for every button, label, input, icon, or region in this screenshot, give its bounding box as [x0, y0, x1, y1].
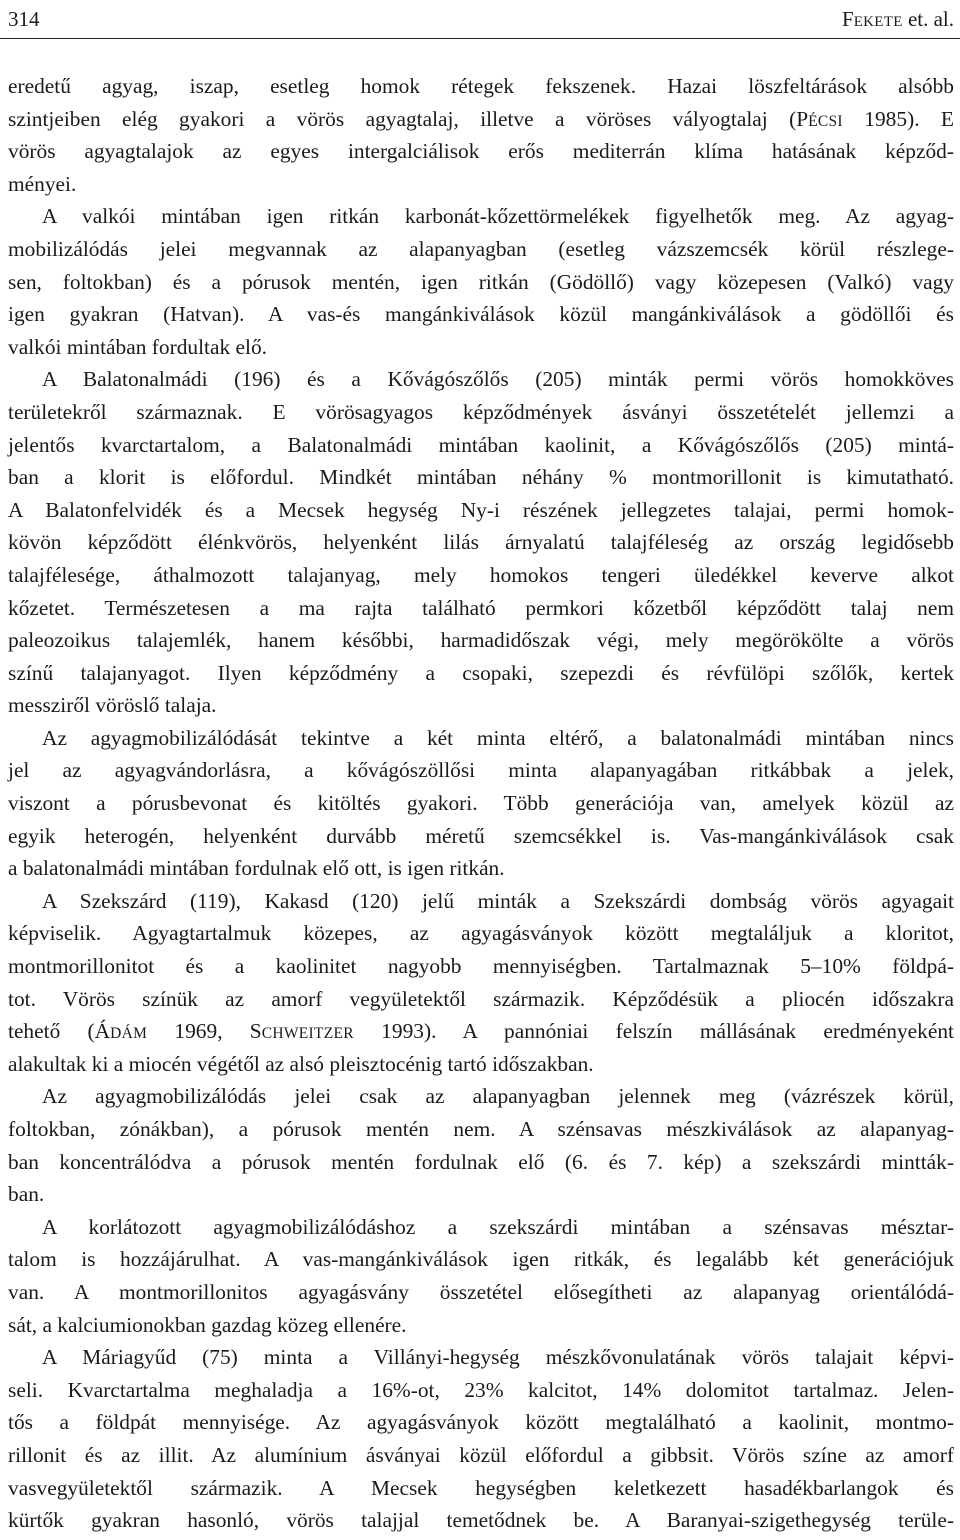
- text-line: [8, 103, 954, 136]
- text-line: [8, 1080, 954, 1113]
- text-span: ban a klorit is előfordul. Mindkét mintában néhány % montmorillonit is kimutatható.: [8, 465, 954, 490]
- text-span: kürtők gyakran hasonló, vörös talajjal temetődnek be. A Baranyai-szigethegység terüle-: [8, 1508, 954, 1533]
- text-line: [8, 1374, 954, 1407]
- author-smallcaps: EKETE: [853, 13, 903, 30]
- text-span: ban koncentrálódva a pórusok mentén fordulnak elő (6. és 7. kép) a szekszárdi mintták-: [8, 1149, 954, 1174]
- text-span: van. A montmorillonitos agyagásvány összetétel elősegítheti az alapanyag orientálódá-: [8, 1279, 954, 1304]
- text-span: alakultak ki a miocén végétől az alsó pleisztocénig tartó időszakban.: [8, 1051, 594, 1076]
- text-line: [8, 1178, 954, 1211]
- text-line: [8, 1276, 954, 1309]
- text-span: messziről vöröslő talaja.: [8, 693, 217, 718]
- text-line: [8, 885, 954, 918]
- text-span: ményei.: [8, 171, 77, 196]
- text-span: A valkói mintában igen ritkán karbonát-kőzettörmelékek figyelhetők meg. Az agyag-: [42, 204, 954, 229]
- running-author: [842, 7, 954, 32]
- text-line: [8, 494, 954, 527]
- text-span: 1985). E: [842, 106, 954, 131]
- running-header: [8, 0, 954, 38]
- text-line: [8, 754, 954, 787]
- text-span: 1993). A pannóniai felszín mállásának eredményeként: [353, 1019, 954, 1044]
- text-span: talajfélesége, áthalmozott talajanyag, mely homokos tengeri üledékkel keverve alkot: [8, 562, 954, 587]
- text-span: A Balatonfelvidék és a Mecsek hegység Ny-i részének jellegzetes talajai, permi homok-: [8, 497, 954, 522]
- text-span: viszont a pórusbevonat és kitöltés gyakori. Több generációja van, amelyek közül az: [8, 791, 954, 816]
- text-span: mobilizálódás jelei megvannak az alapanyagban (esetleg vázszemcsék körül részlege-: [8, 236, 954, 261]
- text-span: sát, a kalciumionokban gazdag közeg ellenére.: [8, 1312, 407, 1337]
- text-line: [8, 624, 954, 657]
- text-line: [8, 331, 954, 364]
- text-line: [8, 1048, 954, 1081]
- text-span: a balatonalmádi mintában fordulnak elő ott, is igen ritkán.: [8, 856, 505, 881]
- text-line: [8, 917, 954, 950]
- text-span: képviselik. Agyagtartalmuk közepes, az agyagásványok között megtaláljuk a kloritot,: [8, 921, 954, 946]
- text-line: [8, 787, 954, 820]
- text-line: [8, 983, 954, 1016]
- text-span: foltokban, zónákban), a pórusok mentén nem. A szénsavas mészkiválások az alapanyag-: [8, 1117, 954, 1141]
- text-span: szintjeiben elég gyakori a vörös agyagtalaj, illetve a vöröses vályogtalaj (P: [8, 106, 809, 131]
- text-line: [8, 135, 954, 168]
- text-line: [8, 559, 954, 592]
- text-span: tős a földpát mennyisége. Az agyagásványok között megtalálható a kaolinit, montmo-: [8, 1410, 954, 1435]
- text-line: [8, 1113, 954, 1146]
- page-number: 314: [8, 6, 40, 31]
- text-line: [8, 852, 954, 885]
- text-span: jel az agyagvándorlásra, a kővágószöllősi minta alapanyagában ritkábbak a jelek,: [8, 758, 954, 783]
- text-span: A Balatonalmádi (196) és a Kővágószőlős (205) minták permi vörös homokköves: [42, 367, 954, 392]
- text-span: Az agyagmobilizálódását tekintve a két minta eltérő, a balatonalmádi mintában nincs: [42, 725, 954, 750]
- text-span: valkói mintában fordultak elő.: [8, 334, 267, 359]
- text-line: [8, 200, 954, 233]
- text-span: egyik heterogén, helyenként durvább méretű szemcsékkel is. Vas-mangánkiválások csak: [8, 823, 954, 848]
- header-rule: [0, 38, 960, 39]
- text-span: vasvegyületektől származik. A Mecsek hegységben keletkezett hasadékbarlangok és: [8, 1475, 954, 1500]
- text-line: [8, 950, 954, 983]
- text-line: [8, 298, 954, 331]
- text-line: [8, 1472, 954, 1505]
- text-span: paleozoikus talajemlék, hanem későbbi, harmadidőszak végi, mely megörökölte a vörös: [8, 628, 954, 653]
- text-span: rillonit és az illit. Az alumínium ásványai közül előfordul a gibbsit. Vörös színe az amorf: [8, 1442, 954, 1467]
- text-line: [8, 168, 954, 201]
- text-line: [8, 396, 954, 429]
- text-span: A korlátozott agyagmobilizálódáshoz a szekszárdi mintában a szénsavas mésztar-: [42, 1214, 954, 1239]
- text-span: A Máriagyűd (75) minta a Villányi-hegység mészkővonulatának vörös talajait képvi-: [42, 1345, 954, 1370]
- text-span: montmorillonitot és a kaolinitet nagyobb mennyiségben. Tartalmaznak 5–10% földpá-: [8, 954, 954, 979]
- text-span: tot. Vörös színük az amorf vegyületektől származik. Képződésük a pliocén időszakra: [8, 986, 954, 1011]
- smallcaps-name: CHWEITZER: [261, 1025, 354, 1043]
- text-line: [8, 461, 954, 494]
- text-line: [8, 526, 954, 559]
- text-span: sen, foltokban) és a pórusok mentén, igen ritkán (Gödöllő) vagy közepesen (Valkó) vagy: [8, 269, 954, 294]
- text-line: [8, 1211, 954, 1244]
- text-line: [8, 1504, 954, 1537]
- body-text: [8, 70, 954, 1537]
- text-line: [8, 233, 954, 266]
- text-span: kövön képződött élénkvörös, helyenként lilás árnyalatú talajféleség az ország legidősebb: [8, 530, 954, 555]
- text-line: [8, 592, 954, 625]
- author-initial: F: [842, 6, 854, 31]
- text-span: ban.: [8, 1182, 45, 1207]
- text-line: [8, 363, 954, 396]
- text-span: talom is hozzájárulhat. A vas-mangánkiválások igen ritkák, és legalább két generációjuk: [8, 1247, 954, 1272]
- text-span: jelentős kvarctartalom, a Balatonalmádi mintában kaolinit, a Kővágószőlős (205) mintá-: [8, 432, 954, 457]
- text-span: igen gyakran (Hatvan). A vas-és mangánkiválások közül mangánkiválások a gödöllői és: [8, 302, 954, 327]
- text-line: [8, 1341, 954, 1374]
- text-span: kőzetet. Természetesen a ma rajta található permkori kőzetből képződött talaj nem: [8, 595, 954, 620]
- text-span: seli. Kvarctartalma meghaladja a 16%-ot, 23% kalcitot, 14% dolomitot tartalmaz. Jelen-: [8, 1377, 954, 1402]
- text-line: [8, 820, 954, 853]
- text-span: A Szekszárd (119), Kakasd (120) jelű minták a Szekszárdi dombság vörös agyagait: [42, 888, 954, 913]
- text-span: vörös agyagtalajok az egyes intergalciálisok erős mediterrán klíma hatásának képződ-: [8, 139, 954, 164]
- text-line: [8, 689, 954, 722]
- text-line: [8, 266, 954, 299]
- text-line: [8, 70, 954, 103]
- text-line: [8, 722, 954, 755]
- text-line: [8, 1309, 954, 1342]
- text-line: [8, 429, 954, 462]
- smallcaps-name: DÁM: [110, 1025, 148, 1043]
- author-rest: et. al.: [902, 6, 954, 31]
- text-span: Az agyagmobilizálódás jelei csak az alapanyagban jelennek meg (vázrészek körül,: [42, 1084, 954, 1109]
- text-span: 1969, S: [147, 1019, 262, 1044]
- text-span: tehető (Á: [8, 1019, 111, 1044]
- text-span: eredetű agyag, iszap, esetleg homok rétegek fekszenek. Hazai löszfeltárások alsóbb: [8, 74, 954, 98]
- text-line: [8, 1146, 954, 1179]
- text-line: [8, 1243, 954, 1276]
- text-line: [8, 1439, 954, 1472]
- text-line: [8, 657, 954, 690]
- text-span: színű talajanyagot. Ilyen képződmény a csopaki, szepezdi és révfülöpi szőlők, kertek: [8, 660, 954, 685]
- smallcaps-name: ÉCSI: [808, 112, 843, 130]
- text-span: területekről származnak. E vörösagyagos képződmények ásványi összetételét jellemzi a: [8, 399, 954, 424]
- text-line: [8, 1406, 954, 1439]
- text-line: [8, 1015, 954, 1048]
